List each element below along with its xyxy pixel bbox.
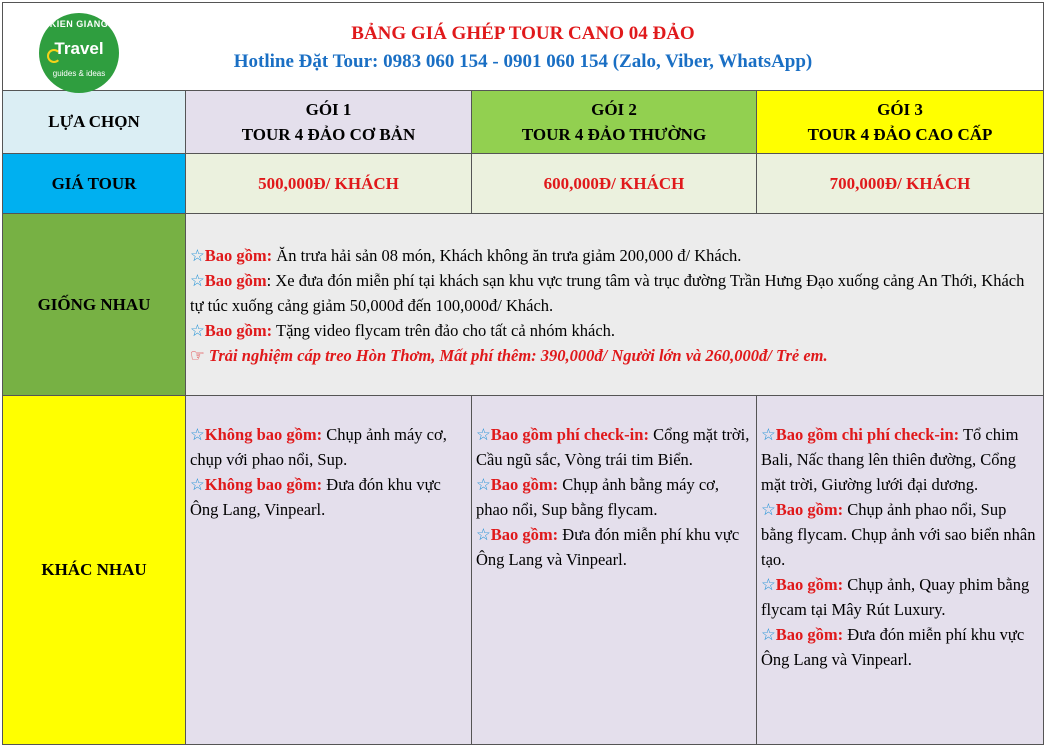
package-header-goi-3 xyxy=(757,91,1044,154)
star-outline-icon: ☆ xyxy=(761,500,776,519)
list-item: ☆Bao gồm: Chụp ảnh bằng máy cơ, phao nổi, Sup bằng flycam. xyxy=(476,475,720,519)
logo-top-text: KIEN GIANG xyxy=(49,19,109,29)
row-label-lua-chon: LỰA CHỌN xyxy=(3,91,186,154)
header-cell xyxy=(3,3,1044,91)
star-outline-icon: ☆ xyxy=(476,425,491,444)
price-goi-1: 500,000Đ/ KHÁCH xyxy=(186,154,472,214)
package-subtitle: TOUR 4 ĐẢO CƠ BẢN xyxy=(241,125,416,144)
price-goi-3: 700,000Đ/ KHÁCH xyxy=(757,154,1044,214)
list-item: ☆Bao gồm: Ăn trưa hải sản 08 món, Khách không ăn trưa giảm 200,000 đ/ Khách. xyxy=(190,246,742,265)
list-item: ☆Bao gồm chi phí check-in: Tổ chim Bali, Nấc thang lên thiên đường, Cổng mặt trời, Giường lưới đại dương. xyxy=(761,425,1019,494)
common-inclusions-cell xyxy=(186,214,1044,396)
package-subtitle: TOUR 4 ĐẢO THƯỜNG xyxy=(521,125,707,144)
price-goi-2: 600,000Đ/ KHÁCH xyxy=(472,154,757,214)
price-table xyxy=(2,2,1044,745)
star-outline-icon: ☆ xyxy=(190,246,205,265)
list-item: ☆Bao gồm: Tặng video flycam trên đảo cho tất cả nhóm khách. xyxy=(190,321,616,340)
star-outline-icon: ☆ xyxy=(190,271,205,290)
star-outline-icon: ☆ xyxy=(476,475,491,494)
list-item: ☆Bao gồm: Đưa đón miễn phí khu vực Ông Lang và Vinpearl. xyxy=(761,625,1025,669)
package-name: GÓI 3 xyxy=(877,100,923,119)
package-subtitle: TOUR 4 ĐẢO CAO CẤP xyxy=(807,125,993,144)
row-label-gia-tour: GIÁ TOUR xyxy=(3,154,186,214)
list-item: ☆Bao gồm: Chụp ảnh phao nổi, Sup bằng flycam. Chụp ảnh với sao biển nhân tạo. xyxy=(761,500,1036,569)
star-outline-icon: ☆ xyxy=(761,625,776,644)
package-name: GÓI 1 xyxy=(305,100,352,119)
star-outline-icon: ☆ xyxy=(761,575,776,594)
list-item: ☆Không bao gồm: Chụp ảnh máy cơ, chụp với phao nổi, Sup. xyxy=(190,425,447,469)
package-header-goi-1 xyxy=(186,91,472,154)
star-outline-icon: ☆ xyxy=(476,525,491,544)
list-item: ☆Bao gồm: Chụp ảnh, Quay phim bằng flycam tại Mây Rút Luxury. xyxy=(761,575,1030,619)
list-item: ☆Bao gồm phí check-in: Cổng mặt trời, Cầu ngũ sắc, Vòng trái tim Biển. xyxy=(476,425,750,469)
logo-sub-text: guides & ideas xyxy=(52,69,106,78)
common-inclusions-list xyxy=(186,237,1043,372)
star-outline-icon: ☆ xyxy=(190,425,205,444)
row-label-khac-nhau: KHÁC NHAU xyxy=(3,396,186,745)
package-name: GÓI 2 xyxy=(591,100,637,119)
package-header-goi-2 xyxy=(472,91,757,154)
hotline-text: Hotline Đặt Tour: 0983 060 154 - 0901 060 154 (Zalo, Viber, WhatsApp) xyxy=(233,51,813,72)
page-title: BẢNG GIÁ GHÉP TOUR CANO 04 ĐẢO xyxy=(351,23,695,44)
list-item-note: ☞ Trải nghiệm cáp treo Hòn Thơm, Mất phí thêm: 390,000đ/ Người lớn và 260,000đ/ Trẻ em. xyxy=(190,346,828,365)
differences-goi-3 xyxy=(757,396,1044,745)
pointing-hand-icon: ☞ xyxy=(190,346,209,365)
star-outline-icon: ☆ xyxy=(190,321,205,340)
differences-goi-2 xyxy=(472,396,757,745)
list-item: ☆Bao gồm: Xe đưa đón miễn phí tại khách sạn khu vực trung tâm và trục đường Trần Hưng Đạo xuống cảng An Thới, Khách tự túc xuống cảng giảm 50,000đ đến 100,000đ/ Khách. xyxy=(190,271,1025,315)
logo-main-text: Travel xyxy=(54,39,104,58)
differences-goi-1 xyxy=(186,396,472,745)
list-item: ☆Không bao gồm: Đưa đón khu vực Ông Lang, Vinpearl. xyxy=(190,475,441,519)
star-outline-icon: ☆ xyxy=(761,425,776,444)
star-outline-icon: ☆ xyxy=(190,475,205,494)
row-label-giong-nhau: GIỐNG NHAU xyxy=(3,214,186,396)
list-item: ☆Bao gồm: Đưa đón miễn phí khu vực Ông Lang và Vinpearl. xyxy=(476,525,740,569)
